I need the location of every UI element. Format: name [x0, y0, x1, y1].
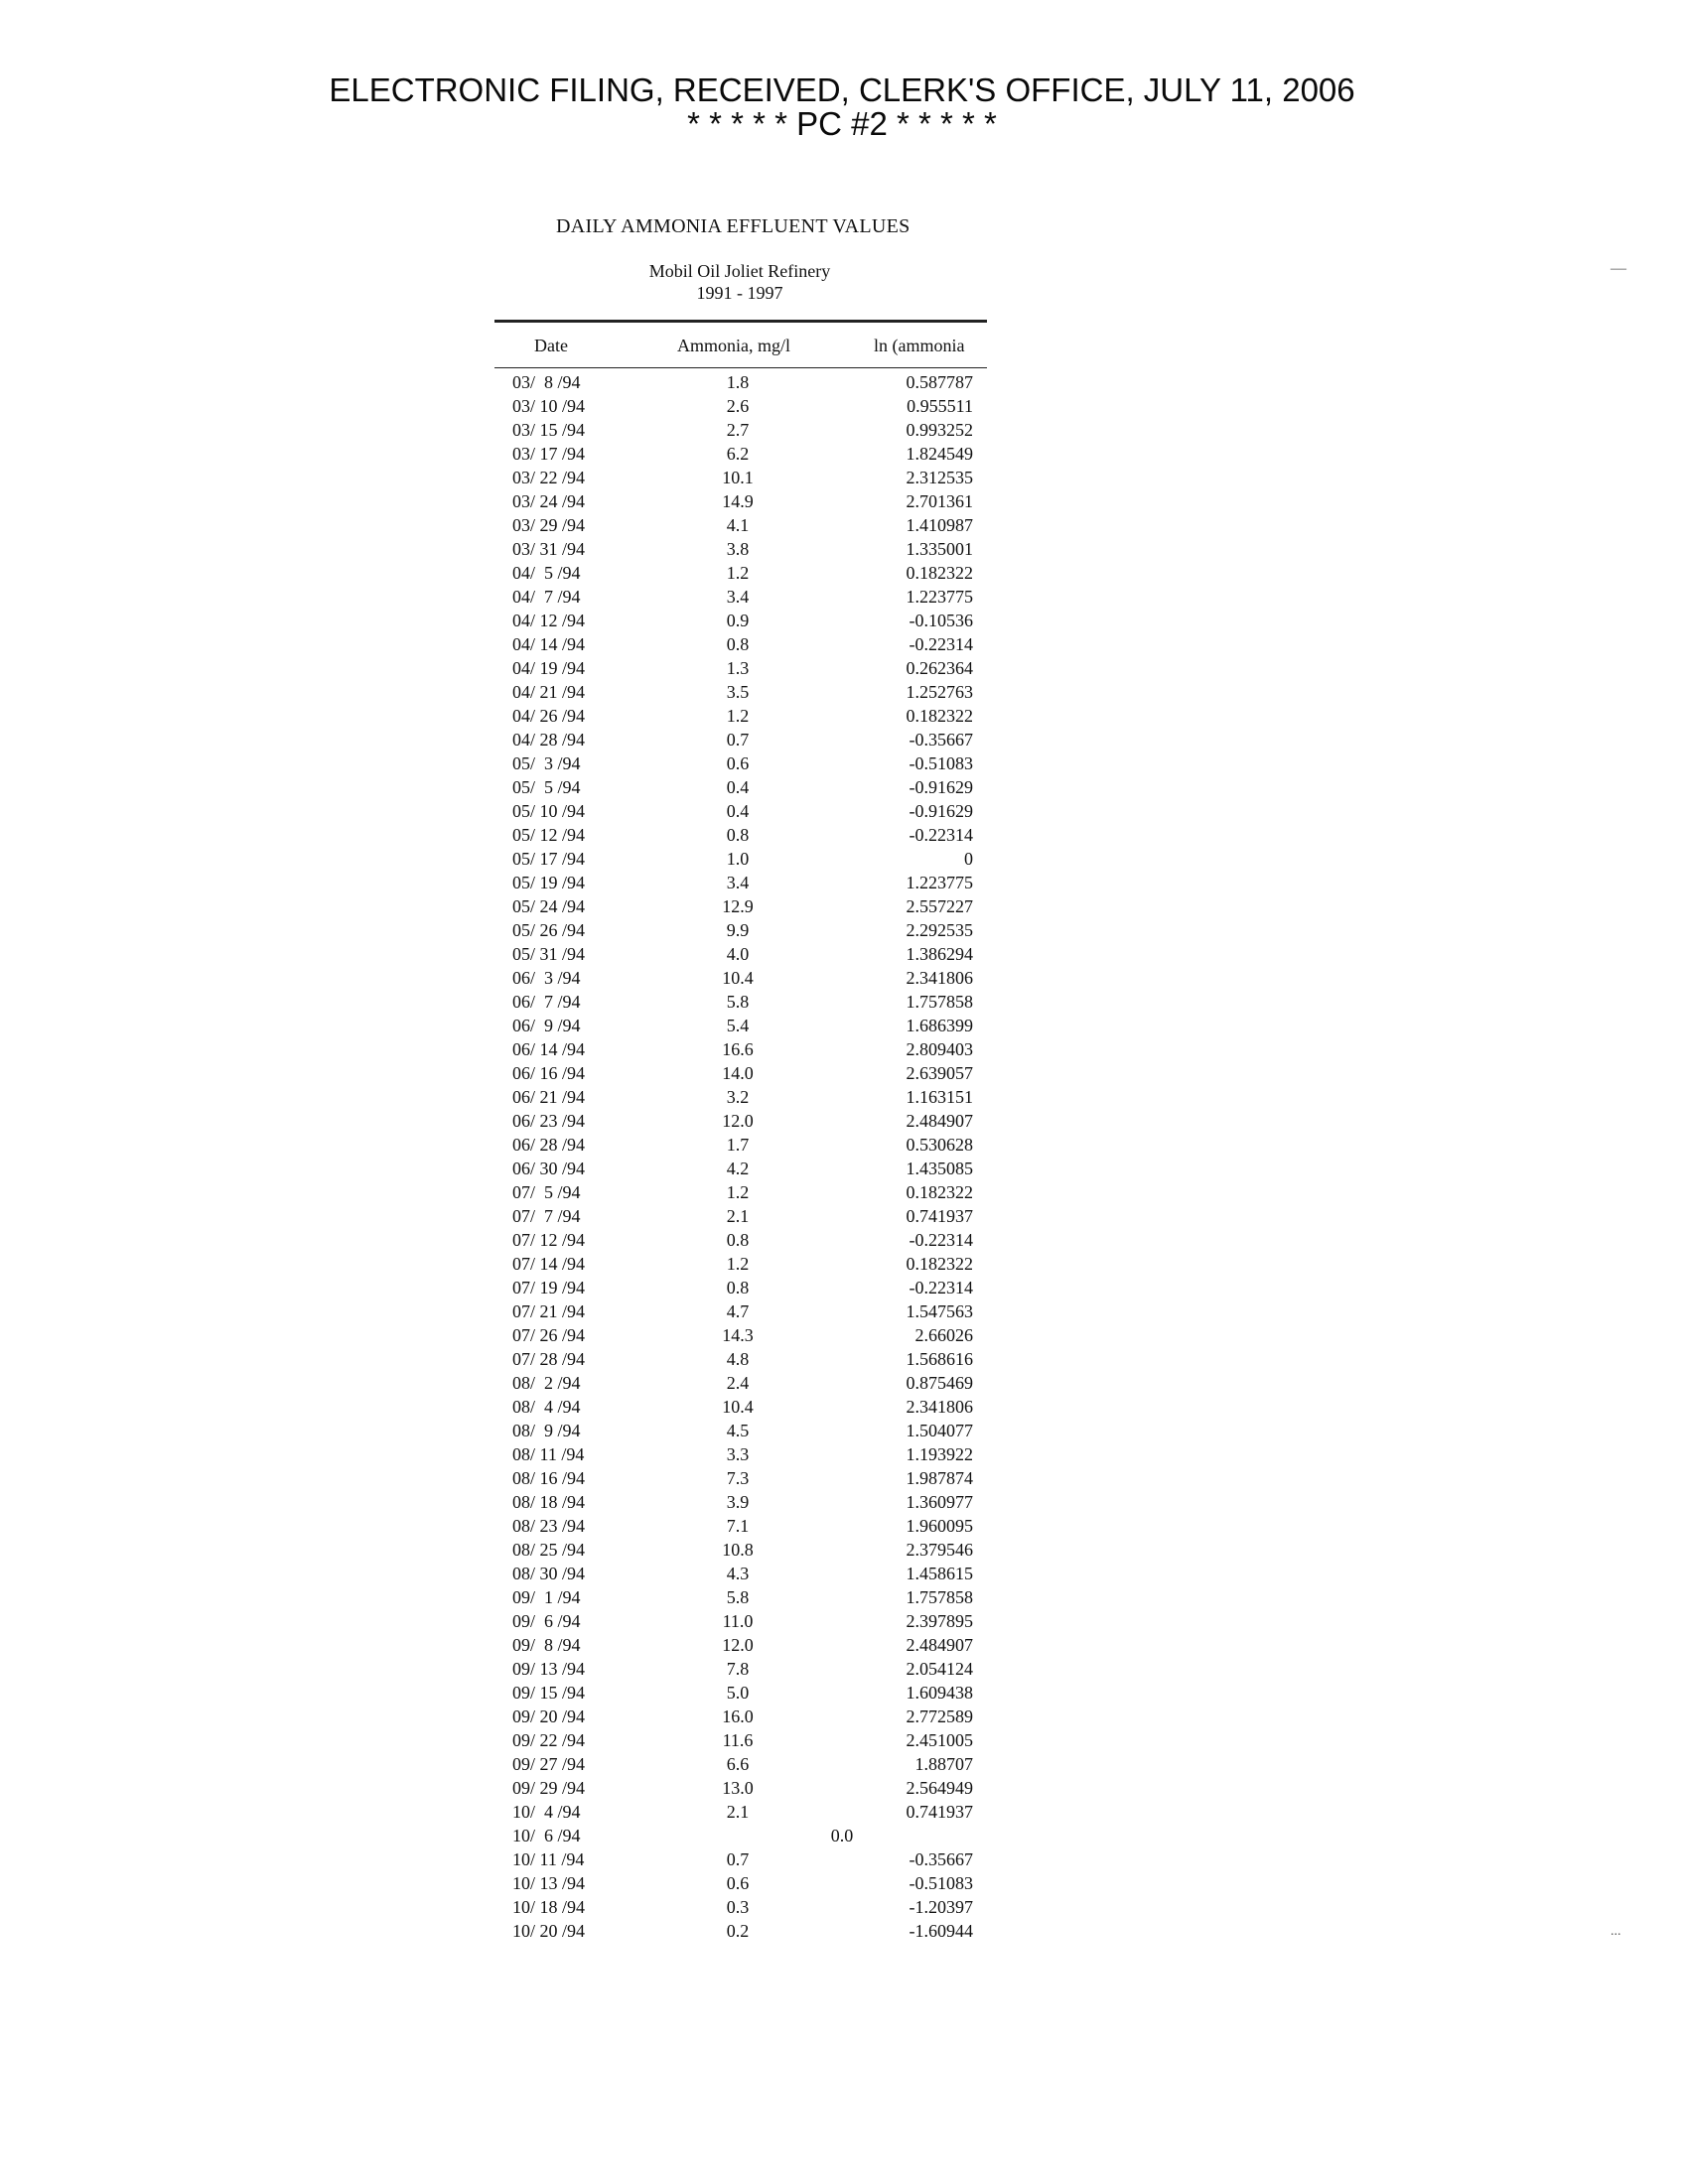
cell-ammonia: 7.1: [726, 1516, 750, 1536]
document-title: DAILY AMMONIA EFFLUENT VALUES: [556, 215, 911, 237]
cell-ammonia: 10.4: [722, 1397, 754, 1417]
cell-ln-ammonia: 1.252763: [906, 682, 973, 702]
cell-ammonia: 0.9: [726, 611, 750, 630]
cell-date: 03/ 10 /94: [512, 396, 586, 416]
cell-ammonia: 2.6: [726, 396, 750, 416]
cell-ammonia: 0.6: [726, 1873, 750, 1893]
table-row: [0, 1635, 1684, 1659]
cell-ln-ammonia: 2.397895: [906, 1611, 973, 1631]
table-row: [0, 1397, 1684, 1421]
cell-ammonia: 0.6: [726, 753, 750, 773]
table-row: [0, 873, 1684, 896]
table-row: [0, 468, 1684, 491]
cell-date: 09/ 20 /94: [512, 1706, 586, 1726]
cell-date: 03/ 17 /94: [512, 444, 586, 464]
cell-ln-ammonia: -0.22314: [909, 825, 973, 845]
cell-date: 03/ 24 /94: [512, 491, 586, 511]
table-row: [0, 801, 1684, 825]
cell-date: 08/ 4 /94: [512, 1397, 581, 1417]
cell-date: 04/ 19 /94: [512, 658, 586, 678]
table-row: [0, 1111, 1684, 1135]
cell-ammonia: 1.7: [726, 1135, 750, 1155]
cell-ln-ammonia: 2.341806: [906, 968, 973, 988]
cell-ammonia: 10.4: [722, 968, 754, 988]
cell-ln-ammonia: -0.35667: [909, 730, 973, 750]
cell-ln-ammonia: 1.88707: [914, 1754, 973, 1774]
table-row: [0, 968, 1684, 992]
table-row: [0, 396, 1684, 420]
cell-ammonia: 10.1: [722, 468, 754, 487]
cell-ammonia: 0.8: [726, 825, 750, 845]
table-row: [0, 753, 1684, 777]
cell-ln-ammonia: 1.757858: [906, 1587, 973, 1607]
cell-date: 10/ 13 /94: [512, 1873, 586, 1893]
table-row: [0, 1873, 1684, 1897]
cell-ln-ammonia: 0.530628: [906, 1135, 973, 1155]
cell-date: 06/ 21 /94: [512, 1087, 586, 1107]
cell-ln-ammonia: 0.955511: [907, 396, 973, 416]
cell-ln-ammonia: 2.292535: [906, 920, 973, 940]
cell-ammonia: 4.8: [726, 1349, 750, 1369]
cell-ln-ammonia: 2.66026: [914, 1325, 973, 1345]
table-row: [0, 1564, 1684, 1587]
cell-ln-ammonia: 0.182322: [906, 1182, 973, 1202]
table-row: [0, 1683, 1684, 1706]
cell-ammonia: 1.2: [726, 706, 750, 726]
table-row: [0, 1421, 1684, 1444]
cell-ammonia: 2.7: [726, 420, 750, 440]
table-row: [0, 992, 1684, 1016]
table-row: [0, 1921, 1684, 1945]
filing-stamp-pc-number: * * * * * PC #2 * * * * *: [687, 105, 997, 142]
cell-ammonia: 3.4: [726, 873, 750, 892]
cell-ln-ammonia: 1.504077: [906, 1421, 973, 1440]
cell-date: 09/ 13 /94: [512, 1659, 586, 1679]
table-row: [0, 1659, 1684, 1683]
cell-date: 06/ 30 /94: [512, 1159, 586, 1178]
cell-ln-ammonia: 1.458615: [906, 1564, 973, 1583]
cell-date: 09/ 22 /94: [512, 1730, 586, 1750]
cell-date: 08/ 30 /94: [512, 1564, 586, 1583]
cell-date: 03/ 29 /94: [512, 515, 586, 535]
cell-date: 04/ 5 /94: [512, 563, 581, 583]
table-row: [0, 1826, 1684, 1849]
cell-ammonia: 1.3: [726, 658, 750, 678]
table-row: [0, 1325, 1684, 1349]
cell-date: 03/ 22 /94: [512, 468, 586, 487]
cell-date: 07/ 28 /94: [512, 1349, 586, 1369]
table-row: [0, 1349, 1684, 1373]
cell-ln-ammonia: 0: [964, 849, 973, 869]
table-row: [0, 1897, 1684, 1921]
table-row: [0, 1587, 1684, 1611]
table-row: [0, 444, 1684, 468]
cell-date: 05/ 17 /94: [512, 849, 586, 869]
table-row: [0, 658, 1684, 682]
cell-ln-ammonia: -0.22314: [909, 1230, 973, 1250]
cell-ammonia: 3.2: [726, 1087, 750, 1107]
table-row: [0, 1778, 1684, 1802]
cell-ammonia: 10.8: [722, 1540, 754, 1560]
table-row: [0, 825, 1684, 849]
cell-date: 04/ 21 /94: [512, 682, 586, 702]
cell-date: 03/ 31 /94: [512, 539, 586, 559]
cell-date: 07/ 7 /94: [512, 1206, 581, 1226]
cell-ammonia: 5.4: [726, 1016, 750, 1035]
table-header-rule: [494, 367, 987, 368]
cell-date: 06/ 28 /94: [512, 1135, 586, 1155]
cell-ammonia: 0.8: [726, 1230, 750, 1250]
scan-mark: ...: [1611, 1924, 1621, 1939]
cell-date: 08/ 11 /94: [512, 1444, 585, 1464]
cell-date: 06/ 23 /94: [512, 1111, 586, 1131]
cell-date: 04/ 12 /94: [512, 611, 586, 630]
table-row: [0, 1468, 1684, 1492]
cell-date: 05/ 31 /94: [512, 944, 586, 964]
cell-date: 10/ 18 /94: [512, 1897, 586, 1917]
table-row: [0, 1754, 1684, 1778]
cell-date: 08/ 2 /94: [512, 1373, 581, 1393]
cell-ln-ammonia: 0.182322: [906, 1254, 973, 1274]
cell-ammonia: 0.7: [726, 730, 750, 750]
cell-ln-ammonia: 2.451005: [906, 1730, 973, 1750]
cell-date: 07/ 19 /94: [512, 1278, 586, 1297]
cell-ammonia: 1.8: [726, 372, 750, 392]
table-row: [0, 896, 1684, 920]
cell-ln-ammonia: 2.809403: [906, 1039, 973, 1059]
cell-ammonia: 12.0: [722, 1635, 754, 1655]
cell-ln-ammonia: 0.875469: [906, 1373, 973, 1393]
table-row: [0, 372, 1684, 396]
cell-ln-ammonia: 1.547563: [906, 1301, 973, 1321]
cell-ammonia: 7.3: [726, 1468, 750, 1488]
cell-ammonia: 0.2: [726, 1921, 750, 1941]
cell-ammonia: 11.6: [722, 1730, 754, 1750]
cell-date: 06/ 16 /94: [512, 1063, 586, 1083]
cell-ammonia: 12.0: [722, 1111, 754, 1131]
cell-ln-ammonia: 0.182322: [906, 706, 973, 726]
cell-ln-ammonia: 0.741937: [906, 1206, 973, 1226]
cell-date: 04/ 28 /94: [512, 730, 586, 750]
cell-date: 05/ 19 /94: [512, 873, 586, 892]
table-row: [0, 491, 1684, 515]
cell-ammonia: 13.0: [722, 1778, 754, 1798]
cell-ln-ammonia: 1.410987: [906, 515, 973, 535]
cell-ln-ammonia: 1.386294: [906, 944, 973, 964]
cell-ln-ammonia: 2.341806: [906, 1397, 973, 1417]
cell-date: 06/ 9 /94: [512, 1016, 581, 1035]
table-row: [0, 1230, 1684, 1254]
cell-date: 07/ 5 /94: [512, 1182, 581, 1202]
cell-ln-ammonia: 2.557227: [906, 896, 973, 916]
cell-ln-ammonia: 1.757858: [906, 992, 973, 1012]
table-row: [0, 420, 1684, 444]
cell-ammonia: 2.1: [726, 1206, 750, 1226]
cell-ammonia: 4.0: [726, 944, 750, 964]
cell-ln-ammonia: 0.262364: [906, 658, 973, 678]
cell-ammonia: 4.3: [726, 1564, 750, 1583]
cell-ammonia: 14.9: [722, 491, 754, 511]
cell-date: 06/ 14 /94: [512, 1039, 586, 1059]
cell-date: 05/ 10 /94: [512, 801, 586, 821]
cell-ln-ammonia: -0.91629: [909, 801, 973, 821]
cell-ammonia: 2.1: [726, 1802, 750, 1822]
cell-ammonia: 0.8: [726, 634, 750, 654]
cell-date: 10/ 4 /94: [512, 1802, 581, 1822]
cell-ln-ammonia: 2.639057: [906, 1063, 973, 1083]
table-row: [0, 1540, 1684, 1564]
document-subtitle: Mobil Oil Joliet Refinery: [648, 261, 831, 281]
table-row: [0, 1802, 1684, 1826]
table-row: [0, 611, 1684, 634]
table-row: [0, 1039, 1684, 1063]
cell-ln-ammonia: 1.960095: [906, 1516, 973, 1536]
table-row: [0, 682, 1684, 706]
table-row: [0, 1206, 1684, 1230]
cell-ln-ammonia: 1.824549: [906, 444, 973, 464]
table-row: [0, 634, 1684, 658]
cell-ammonia: 3.8: [726, 539, 750, 559]
cell-ammonia: 4.7: [726, 1301, 750, 1321]
cell-ln-ammonia: 0.993252: [906, 420, 973, 440]
cell-ln-ammonia: 1.435085: [906, 1159, 973, 1178]
cell-ln-ammonia: 2.772589: [906, 1706, 973, 1726]
cell-ln-ammonia: 0.741937: [906, 1802, 973, 1822]
cell-date: 06/ 3 /94: [512, 968, 581, 988]
table-row: [0, 1516, 1684, 1540]
cell-ln-ammonia: -1.60944: [909, 1921, 973, 1941]
cell-date: 08/ 25 /94: [512, 1540, 586, 1560]
table-row: [0, 515, 1684, 539]
cell-ammonia: 4.5: [726, 1421, 750, 1440]
table-top-rule: [494, 320, 987, 323]
cell-ln-ammonia: -0.35667: [909, 1849, 973, 1869]
cell-date: 09/ 15 /94: [512, 1683, 586, 1703]
cell-ammonia: 3.4: [726, 587, 750, 607]
cell-date: 05/ 3 /94: [512, 753, 581, 773]
cell-date: 06/ 7 /94: [512, 992, 581, 1012]
table-row: [0, 1849, 1684, 1873]
cell-ln-ammonia: -0.51083: [909, 1873, 973, 1893]
table-row: [0, 730, 1684, 753]
cell-date: 05/ 24 /94: [512, 896, 586, 916]
cell-ln-ammonia: 2.312535: [906, 468, 973, 487]
column-header-date: Date: [534, 336, 568, 355]
cell-ln-ammonia: -0.10536: [909, 611, 973, 630]
cell-ln-ammonia: 0.587787: [906, 372, 973, 392]
cell-ammonia: 14.3: [722, 1325, 754, 1345]
cell-date: 09/ 1 /94: [512, 1587, 581, 1607]
cell-date: 07/ 26 /94: [512, 1325, 586, 1345]
cell-ammonia: 0.3: [726, 1897, 750, 1917]
table-row: [0, 1254, 1684, 1278]
table-row: [0, 1706, 1684, 1730]
cell-date: 04/ 14 /94: [512, 634, 586, 654]
cell-date: 08/ 23 /94: [512, 1516, 586, 1536]
cell-date: 04/ 7 /94: [512, 587, 581, 607]
table-row: [0, 1730, 1684, 1754]
cell-ln-ammonia: 1.223775: [906, 873, 973, 892]
cell-ammonia: 1.2: [726, 1254, 750, 1274]
cell-date: 07/ 21 /94: [512, 1301, 586, 1321]
cell-date: 08/ 16 /94: [512, 1468, 586, 1488]
table-row: [0, 1373, 1684, 1397]
cell-ammonia: 16.0: [722, 1706, 754, 1726]
cell-ammonia: 3.5: [726, 682, 750, 702]
column-header-ln-ammonia: ln (ammonia: [874, 336, 965, 355]
cell-ammonia: 4.2: [726, 1159, 750, 1178]
table-row: [0, 563, 1684, 587]
cell-ln-ammonia: 1.163151: [906, 1087, 973, 1107]
cell-date: 09/ 27 /94: [512, 1754, 586, 1774]
table-row: [0, 1135, 1684, 1159]
cell-ln-ammonia: -0.22314: [909, 1278, 973, 1297]
cell-date: 05/ 5 /94: [512, 777, 581, 797]
scan-mark: —: [1611, 260, 1626, 277]
cell-ammonia: 0.7: [726, 1849, 750, 1869]
table-row: [0, 849, 1684, 873]
cell-ammonia: 1.0: [726, 849, 750, 869]
cell-ln-ammonia: 2.379546: [906, 1540, 973, 1560]
cell-ammonia: 5.8: [726, 1587, 750, 1607]
cell-ln-ammonia: 2.484907: [906, 1635, 973, 1655]
cell-ammonia: 9.9: [726, 920, 750, 940]
table-row: [0, 1611, 1684, 1635]
cell-ln-ammonia: 1.568616: [906, 1349, 973, 1369]
cell-ammonia: 2.4: [726, 1373, 750, 1393]
table-row: [0, 1087, 1684, 1111]
cell-date: 04/ 26 /94: [512, 706, 586, 726]
document-years: 1991 - 1997: [696, 283, 783, 303]
cell-date: 08/ 18 /94: [512, 1492, 586, 1512]
table-row: [0, 706, 1684, 730]
cell-ln-ammonia: 0.0: [830, 1826, 854, 1845]
cell-date: 09/ 29 /94: [512, 1778, 586, 1798]
column-header-ammonia: Ammonia, mg/l: [677, 336, 790, 355]
cell-ammonia: 6.6: [726, 1754, 750, 1774]
cell-ammonia: 5.8: [726, 992, 750, 1012]
cell-ln-ammonia: 1.360977: [906, 1492, 973, 1512]
cell-ln-ammonia: 1.987874: [906, 1468, 973, 1488]
cell-ammonia: 7.8: [726, 1659, 750, 1679]
cell-ammonia: 14.0: [722, 1063, 754, 1083]
cell-ln-ammonia: 1.223775: [906, 587, 973, 607]
cell-date: 09/ 6 /94: [512, 1611, 581, 1631]
table-row: [0, 920, 1684, 944]
cell-date: 03/ 8 /94: [512, 372, 581, 392]
table-row: [0, 1182, 1684, 1206]
table-row: [0, 944, 1684, 968]
cell-ammonia: 1.2: [726, 563, 750, 583]
table-row: [0, 1016, 1684, 1039]
cell-ln-ammonia: 1.335001: [906, 539, 973, 559]
cell-ammonia: 12.9: [722, 896, 754, 916]
cell-ln-ammonia: 2.484907: [906, 1111, 973, 1131]
cell-ln-ammonia: 1.193922: [906, 1444, 973, 1464]
cell-date: 09/ 8 /94: [512, 1635, 581, 1655]
table-row: [0, 1159, 1684, 1182]
table-row: [0, 777, 1684, 801]
cell-ln-ammonia: -1.20397: [909, 1897, 973, 1917]
cell-date: 03/ 15 /94: [512, 420, 586, 440]
cell-ln-ammonia: -0.22314: [909, 634, 973, 654]
cell-date: 07/ 14 /94: [512, 1254, 586, 1274]
table-row: [0, 1063, 1684, 1087]
cell-date: 10/ 6 /94: [512, 1826, 581, 1845]
cell-ammonia: 16.6: [722, 1039, 754, 1059]
cell-date: 10/ 20 /94: [512, 1921, 586, 1941]
table-row: [0, 587, 1684, 611]
cell-ln-ammonia: -0.91629: [909, 777, 973, 797]
cell-ammonia: 4.1: [726, 515, 750, 535]
table-row: [0, 539, 1684, 563]
table-body: [0, 372, 1684, 1945]
cell-ln-ammonia: 0.182322: [906, 563, 973, 583]
cell-ln-ammonia: 1.686399: [906, 1016, 973, 1035]
cell-date: 05/ 26 /94: [512, 920, 586, 940]
table-row: [0, 1444, 1684, 1468]
cell-ln-ammonia: 2.564949: [906, 1778, 973, 1798]
table-row: [0, 1492, 1684, 1516]
cell-date: 10/ 11 /94: [512, 1849, 585, 1869]
cell-ammonia: 0.4: [726, 777, 750, 797]
filing-stamp-line: ELECTRONIC FILING, RECEIVED, CLERK'S OFFICE, JULY 11, 2006: [329, 71, 1355, 108]
cell-date: 08/ 9 /94: [512, 1421, 581, 1440]
cell-ammonia: 1.2: [726, 1182, 750, 1202]
cell-ammonia: 0.4: [726, 801, 750, 821]
cell-ln-ammonia: 2.701361: [906, 491, 973, 511]
cell-ammonia: 3.3: [726, 1444, 750, 1464]
cell-date: 07/ 12 /94: [512, 1230, 586, 1250]
table-row: [0, 1301, 1684, 1325]
cell-ammonia: 3.9: [726, 1492, 750, 1512]
cell-ammonia: 0.8: [726, 1278, 750, 1297]
cell-ammonia: 5.0: [726, 1683, 750, 1703]
cell-ln-ammonia: 1.609438: [906, 1683, 973, 1703]
cell-ln-ammonia: -0.51083: [909, 753, 973, 773]
table-row: [0, 1278, 1684, 1301]
cell-date: 05/ 12 /94: [512, 825, 586, 845]
cell-ln-ammonia: 2.054124: [906, 1659, 973, 1679]
cell-ammonia: 6.2: [726, 444, 750, 464]
cell-ammonia: 11.0: [722, 1611, 754, 1631]
